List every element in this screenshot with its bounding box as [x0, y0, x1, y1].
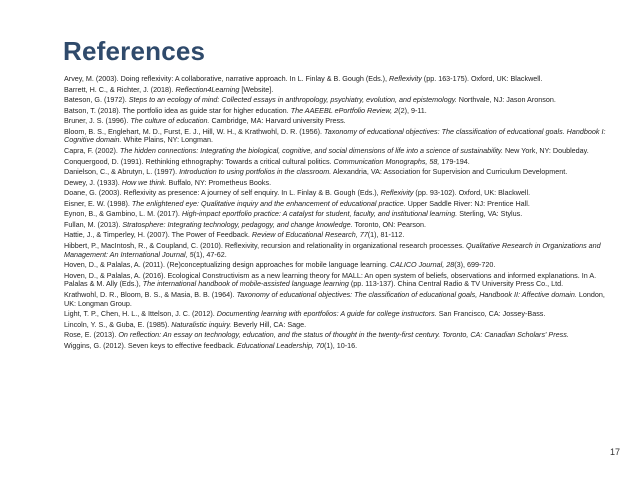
reference-text: London, UK: Longman Group. — [64, 289, 605, 308]
reference-text: (1), 81-112. — [367, 230, 405, 240]
reference-text: Hoven, D., & Palalas, A. (2016). Ecological Constructivism as a new learning theory for MALL: An open system of beliefs, observations and informed explanations. In A. Palalas & M. Ally (Eds.), — [64, 270, 597, 289]
reference-text: Northvale, NJ: Jason Aronson. — [456, 95, 556, 105]
reference-text: Buffalo, NY: Prometheus Books. — [166, 177, 272, 187]
reference-entry — [64, 158, 612, 167]
reference-italic-text: The international handbook of mobile-assisted language learning — [142, 279, 349, 289]
reference-text: (pp. 93-102). Oxford, UK: Blackwell. — [413, 188, 531, 198]
slide-title: References — [63, 36, 206, 66]
reference-italic-text: Reflexivity — [380, 188, 414, 198]
reference-italic-text: On reflection: An essay on technology, education, and the status of thought in the twenty-first century. Toronto, CA: Canadian Scholars' Press. — [118, 330, 569, 340]
reference-text: Rose, E. (2013). — [64, 330, 119, 340]
reference-entry — [64, 210, 612, 219]
reference-italic-text: Naturalistic inquiry. — [171, 319, 232, 329]
reference-entry — [64, 107, 612, 116]
reference-text: (pp. 113-137). China Central Radio & TV University Press Co., Ltd. — [348, 279, 564, 289]
reference-text: 179-194. — [439, 156, 470, 166]
reference-italic-text: Educational Leadership, 70 — [236, 340, 324, 350]
reference-text: Arvey, M. (2003). Doing reflexivity: A collaborative, narrative approach. In L. Finlay & B. Gough (Eds.), — [64, 74, 390, 83]
reference-italic-text: Reflexivity — [389, 74, 422, 83]
reference-italic-text: Introduction to using portfolios in the classroom. — [179, 167, 332, 177]
reference-text: (1), 10-16. — [323, 340, 358, 350]
page-number: 17 — [609, 447, 620, 457]
reference-entry — [64, 342, 612, 351]
reference-text: Alexandria, VA: Association for Supervision and Curriculum Development. — [331, 167, 568, 177]
reference-entry — [64, 221, 612, 230]
reference-entry — [64, 75, 612, 84]
reference-italic-text: The hidden connections: Integrating the biological, cognitive, and social dimensions of life into a science of sustainability. — [119, 145, 503, 155]
reference-italic-text: Stratosphere: Integrating technology, pedagogy, and change knowledge. — [122, 219, 353, 229]
reference-text: New York, NY: Doubleday. — [502, 145, 589, 155]
reference-text: Krathwohl, D. R., Bloom, B. S., & Masia, B. B. (1964). — [64, 289, 237, 299]
reference-entry — [64, 179, 612, 188]
reference-text: Capra, F. (2002). — [64, 145, 120, 155]
reference-text: Doane, G. (2003). Reflexivity as presence: A journey of self enquiry. In L. Finlay & B. Gough (Eds.), — [64, 188, 381, 198]
reference-text: Bruner, J. S. (1996). — [64, 116, 131, 126]
reference-text: [Website]. — [239, 84, 274, 94]
reference-entry — [64, 242, 612, 259]
reference-italic-text: The AAEEBL ePortfolio Review, 2 — [290, 105, 399, 115]
reference-text: Sterling, VA: Stylus. — [457, 209, 523, 219]
reference-entry — [64, 272, 612, 289]
reference-text: Toronto, ON: Pearson. — [352, 219, 427, 229]
reference-text: Fullan, M. (2013). — [64, 219, 123, 229]
reference-text: (3), 699-720. — [454, 260, 496, 270]
reference-text: Batson, T. (2018). The portfolio idea as guide star for higher education. — [64, 105, 291, 115]
reference-italic-text: Review of Educational Research, 77 — [251, 230, 368, 240]
reference-text: Barrett, H. C., & Richter, J. (2018). — [64, 84, 176, 94]
reference-italic-text: CALICO Journal, 28 — [389, 260, 455, 270]
reference-italic-text: Documenting learning with eportfolios: A guide for college instructors. — [216, 309, 437, 319]
reference-italic-text: Taxonomy of educational objectives: The classification of educational goals, Handbook II: Affective domain. — [236, 289, 577, 299]
reference-italic-text: Communication Monographs, 58, — [333, 156, 440, 166]
reference-entry — [64, 310, 612, 319]
reference-entry — [64, 321, 612, 330]
reference-entry — [64, 231, 612, 240]
reference-text: Hoven, D., & Palalas, A. (2011). (Re)conceptualizing design approaches for mobile language learning. — [64, 260, 390, 270]
reference-text: Eisner, E. W. (1998). — [64, 198, 132, 208]
reference-entry — [64, 168, 612, 177]
reference-text: Bateson, G. (1972). — [64, 95, 129, 105]
reference-text: (2), 9-11. — [398, 105, 427, 115]
reference-italic-text: How we think. — [121, 177, 167, 187]
reference-text: Dewey, J. (1933). — [64, 177, 122, 187]
reference-entry — [64, 189, 612, 198]
reference-text: Hattie, J., & Timperley, H. (2007). The Power of Feedback. — [64, 230, 252, 240]
reference-italic-text: The enlightened eye: Qualitative inquiry and the enhancement of educational practice. — [131, 198, 406, 208]
reference-entry — [64, 291, 612, 308]
reference-text: Light, T. P., Chen, H. L., & Ittelson, J. C. (2012). — [64, 309, 217, 319]
reference-entry — [64, 86, 612, 95]
reference-entry — [64, 128, 612, 145]
reference-text: Wiggins, G. (2012). Seven keys to effective feedback. — [64, 340, 237, 350]
reference-text: Cambridge, MA: Harvard university Press. — [209, 116, 346, 126]
reference-italic-text: Reflection4Learning — [175, 84, 240, 94]
reference-text: San Francisco, CA: Jossey-Bass. — [436, 309, 546, 319]
reference-text: Beverly Hill, CA: Sage. — [231, 319, 307, 329]
reference-italic-text: Qualitative Research in Organizations and Management: An International Journal, 5 — [64, 240, 601, 259]
reference-entry — [64, 147, 612, 156]
reference-entry — [64, 200, 612, 209]
reference-text: Eynon, B., & Gambino, L. M. (2017). — [64, 209, 182, 219]
reference-italic-text: High-impact eportfolio practice: A catalyst for student, faculty, and institutional learning. — [181, 209, 458, 219]
reference-entry — [64, 117, 612, 126]
references-list — [64, 75, 612, 352]
reference-text: Danielson, C., & Abrutyn, L. (1997). — [64, 167, 180, 177]
reference-text: Lincoln, Y. S., & Guba, E. (1985). — [64, 319, 172, 329]
reference-italic-text: Steps to an ecology of mind: Collected essays in anthropology, psychiatry, evolution, and epistemology. — [128, 95, 457, 105]
reference-text: Upper Saddle River: NJ: Prentice Hall. — [405, 198, 530, 208]
reference-text: Bloom, B. S., Englehart, M. D., Furst, E. J., Hill, W. H., & Krathwohl, D. R. (1956). — [64, 126, 325, 136]
reference-entry — [64, 331, 612, 340]
reference-text: Hibbert, P., MacIntosh, R., & Coupland, C. (2010). Reflexivity, recursion and relationality in organizational research processes. — [64, 240, 467, 250]
reference-text: (1), 47-62. — [193, 249, 227, 259]
reference-text: Conquergood, D. (1991). Rethinking ethnography: Towards a critical cultural politics. — [64, 156, 334, 166]
reference-text: White Plains, NY: Longman. — [121, 135, 214, 145]
reference-entry — [64, 96, 612, 105]
reference-entry — [64, 261, 612, 270]
reference-italic-text: Taxonomy of educational objectives: The classification of educational goals. Handbook I: Cognitive domain. — [64, 126, 606, 145]
reference-text: (pp. 163-175). Oxford, UK: Blackwell. — [421, 74, 543, 83]
reference-italic-text: The culture of education. — [130, 116, 210, 126]
